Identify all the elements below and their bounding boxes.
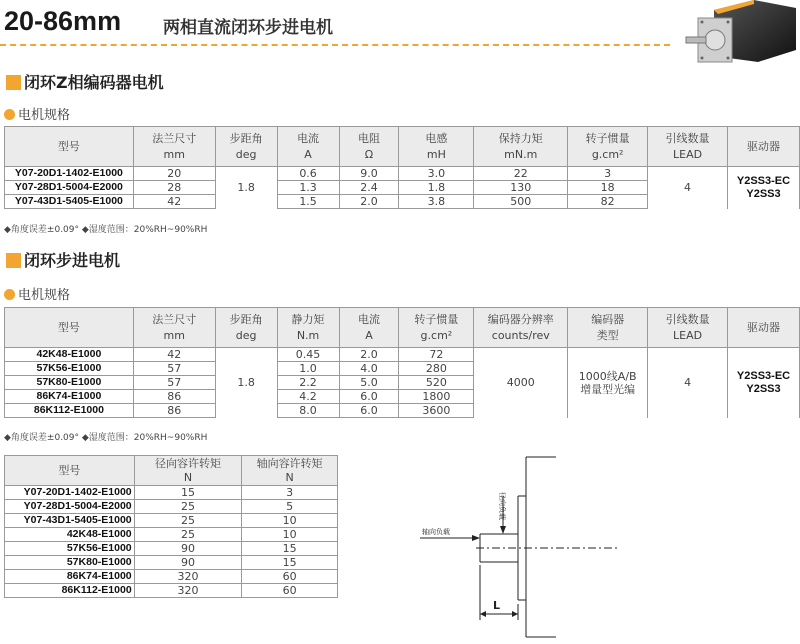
table-cell: 42 [133, 195, 215, 209]
table-row [5, 514, 338, 528]
radial-load-label: 径向负载 [498, 492, 506, 520]
table-cell: 86 [133, 404, 215, 418]
table-cell: 5.0 [339, 376, 399, 390]
column-header [133, 308, 215, 348]
table-cell: 320 [134, 584, 242, 598]
column-header [568, 308, 648, 348]
header-divider [0, 44, 670, 46]
column-header-unit: A [365, 328, 373, 342]
table-cell: 280 [399, 362, 474, 376]
table-row [5, 570, 338, 584]
column-header [399, 127, 474, 167]
table-cell: 1.3 [277, 181, 339, 195]
table-cell: 57 [133, 362, 215, 376]
column-header [134, 456, 242, 486]
column-header-label: 保持力矩 [498, 131, 543, 145]
table-cell: 86K112-E1000 [5, 404, 134, 418]
table-cell: Y07-28D1-5004-E2000 [5, 500, 135, 514]
table-cell: 42K48-E1000 [5, 528, 135, 542]
table-cell: 10 [242, 514, 338, 528]
column-header-unit: Ω [364, 147, 374, 161]
page-subtitle: 两相直流闭环步进电机 [163, 18, 333, 38]
table-cell: 10 [242, 528, 338, 542]
table-cell: 60 [242, 570, 338, 584]
table-cell: Y07-43D1-5405-E1000 [5, 195, 134, 209]
column-header-label: 步距角 [229, 131, 263, 145]
column-header-unit: g.cm² [591, 147, 624, 161]
table-row [5, 542, 338, 556]
column-header [568, 127, 648, 167]
table-cell: 57K80-E1000 [5, 376, 134, 390]
column-header-unit: deg [235, 328, 257, 342]
column-header-label: 引线数量 [665, 131, 710, 145]
column-header-label: 电感 [425, 131, 448, 145]
column-header-unit: mm [163, 147, 185, 161]
table-row [5, 584, 338, 598]
column-header [339, 127, 399, 167]
table-cell: 8.0 [277, 404, 339, 418]
table-cell: 18 [568, 181, 648, 195]
table-cell: 42K48-E1000 [5, 348, 134, 362]
column-header-label: 型号 [57, 139, 80, 153]
table-cell: 520 [399, 376, 474, 390]
column-header [474, 127, 568, 167]
driver-cell [727, 167, 799, 209]
column-header-unit: A [304, 147, 312, 161]
section1-subtitle: 电机规格 [4, 104, 70, 123]
column-header-unit: deg [235, 147, 257, 161]
table-cell: 2.0 [339, 195, 399, 209]
section2-note: ◆角度误差±0.09° ◆湿度范围：20%RH~90%RH [4, 433, 208, 443]
column-header [648, 308, 728, 348]
encoder-type-cell-line: 增量型光编 [580, 382, 636, 396]
column-header-label: 驱动器 [747, 320, 781, 334]
column-header [727, 127, 799, 167]
column-header-label: 步距角 [229, 312, 263, 326]
stepper-motor-image [684, 0, 798, 70]
section1-note: ◆角度误差±0.09° ◆湿度范围：20%RH~90%RH [4, 225, 208, 235]
column-header-unit: mm [163, 328, 185, 342]
table-cell: 2.2 [277, 376, 339, 390]
table-cell: 5 [242, 500, 338, 514]
column-header-label: 引线数量 [665, 312, 710, 326]
table-cell: 15 [134, 486, 242, 500]
column-header [215, 127, 277, 167]
table-cell: 86K74-E1000 [5, 390, 134, 404]
allowable-torque-table [4, 455, 338, 598]
table-cell: 0.45 [277, 348, 339, 362]
table-cell: 28 [133, 181, 215, 195]
table-cell: 1.0 [277, 362, 339, 376]
column-header-label: 转子惯量 [585, 131, 630, 145]
table-cell: 25 [134, 514, 242, 528]
column-header-unit: mH [426, 147, 446, 161]
table-cell: 1.8 [399, 181, 474, 195]
table-cell: 90 [134, 542, 242, 556]
table-cell: 22 [474, 167, 568, 181]
table-row [5, 556, 338, 570]
table-cell: 57K80-E1000 [5, 556, 135, 570]
table-cell: 15 [242, 542, 338, 556]
table-row [5, 528, 338, 542]
column-header-label: 径向容许转矩 [154, 456, 221, 470]
table-cell: 1.5 [277, 195, 339, 209]
column-header [133, 127, 215, 167]
column-header [728, 308, 800, 348]
table-cell: 57K56-E1000 [5, 362, 134, 376]
table-cell: 3.8 [399, 195, 474, 209]
table-cell: 72 [399, 348, 474, 362]
page-title: 20-86mm [4, 6, 122, 36]
table-cell: 2.0 [339, 348, 399, 362]
table-cell: Y07-28D1-5004-E2000 [5, 181, 134, 195]
driver-cell-line: Y2SS3-EC [736, 369, 791, 382]
column-header-label: 转子惯量 [414, 312, 459, 326]
step-angle-cell: 1.8 [215, 167, 277, 209]
column-header [474, 308, 568, 348]
table-cell: Y07-20D1-1402-E1000 [5, 167, 134, 181]
table-cell: 2.4 [339, 181, 399, 195]
column-header-label: 编码器分辨率 [487, 312, 554, 326]
table-cell: 15 [242, 556, 338, 570]
column-header-unit: counts/rev [491, 328, 550, 342]
table-cell: 82 [568, 195, 648, 209]
step-angle-cell: 1.8 [215, 348, 277, 418]
table-cell: 0.6 [277, 167, 339, 181]
table-cell: 86K74-E1000 [5, 570, 135, 584]
column-header-unit: N.m [296, 328, 320, 342]
column-header-label: 电阻 [357, 131, 380, 145]
table-row [5, 500, 338, 514]
column-header-label: 驱动器 [746, 139, 780, 153]
column-header-label: 型号 [57, 320, 80, 334]
column-header [648, 127, 728, 167]
table-cell: 500 [474, 195, 568, 209]
table-row [5, 486, 338, 500]
section2-subtitle: 电机规格 [4, 284, 70, 303]
column-header [277, 127, 339, 167]
table-cell: 3.0 [399, 167, 474, 181]
column-header-unit: LEAD [673, 328, 703, 342]
table-cell: 1800 [399, 390, 474, 404]
lead-count-cell: 4 [648, 167, 728, 209]
table-cell: 6.0 [339, 404, 399, 418]
column-header-label: 法兰尺寸 [152, 131, 197, 145]
table-cell: 90 [134, 556, 242, 570]
table-cell: 3 [568, 167, 648, 181]
driver-cell-line: Y2SS3 [746, 187, 781, 200]
page-header [0, 0, 800, 52]
table-cell: 6.0 [339, 390, 399, 404]
column-header [215, 308, 277, 348]
section2-title: 闭环步进电机 [6, 248, 120, 271]
table-cell: 3600 [399, 404, 474, 418]
table-cell: Y07-20D1-1402-E1000 [5, 486, 135, 500]
column-header [339, 308, 399, 348]
column-header-label: 电流 [357, 312, 380, 326]
table-cell: 57 [133, 376, 215, 390]
table-cell: 25 [134, 500, 242, 514]
encoder-type-cell-line: 1000线A/B [578, 369, 637, 383]
table-cell: 86K112-E1000 [5, 584, 135, 598]
closed-loop-stepper-spec-table [4, 307, 800, 418]
table-cell: 9.0 [339, 167, 399, 181]
table-cell: 4.0 [339, 362, 399, 376]
driver-cell-line: Y2SS3 [746, 382, 781, 395]
shaft-load-diagram [420, 452, 630, 642]
table-cell: 3 [242, 486, 338, 500]
column-header-unit: LEAD [673, 147, 703, 161]
encoder-resolution-cell: 4000 [474, 348, 568, 418]
column-header [5, 456, 135, 486]
table-cell: 60 [242, 584, 338, 598]
table-row [5, 167, 800, 181]
table-cell: 320 [134, 570, 242, 584]
closed-loop-z-spec-table [4, 126, 800, 209]
table-cell: 42 [133, 348, 215, 362]
column-header [5, 308, 134, 348]
column-header-unit: g.cm² [420, 328, 453, 342]
column-header-label: 轴向容许转矩 [256, 456, 323, 470]
column-header-label: 静力矩 [291, 312, 325, 326]
driver-cell [728, 348, 800, 418]
table-cell: 130 [474, 181, 568, 195]
column-header-unit: N [183, 470, 193, 484]
column-header [5, 127, 134, 167]
length-label: L [493, 599, 501, 612]
column-header-label: 型号 [58, 463, 81, 477]
column-header-unit: N [285, 470, 294, 484]
encoder-type-cell [568, 348, 648, 418]
column-header [277, 308, 339, 348]
axial-load-label: 轴向负载 [422, 528, 450, 536]
column-header [399, 308, 474, 348]
column-header-label: 电流 [297, 131, 320, 145]
column-header-unit: 类型 [596, 328, 619, 342]
lead-count-cell: 4 [648, 348, 728, 418]
table-cell: Y07-43D1-5405-E1000 [5, 514, 135, 528]
column-header [242, 456, 338, 486]
driver-cell-line: Y2SS3-EC [736, 174, 791, 187]
table-cell: 57K56-E1000 [5, 542, 135, 556]
table-cell: 25 [134, 528, 242, 542]
column-header-unit: mN.m [504, 147, 538, 161]
table-cell: 86 [133, 390, 215, 404]
table-cell: 4.2 [277, 390, 339, 404]
column-header-label: 编码器 [591, 312, 625, 326]
column-header-label: 法兰尺寸 [152, 312, 197, 326]
table-cell: 20 [133, 167, 215, 181]
section1-title: 闭环Z相编码器电机 [6, 70, 164, 93]
table-row [5, 348, 800, 362]
